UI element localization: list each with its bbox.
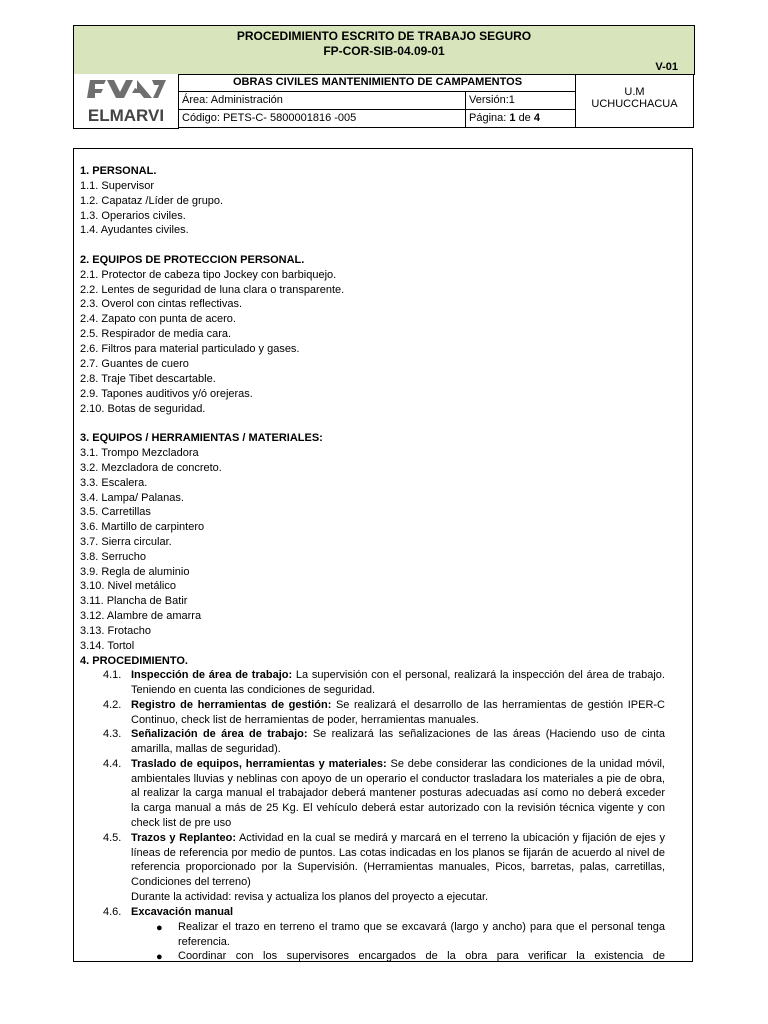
area-value: Área: Administración [179, 92, 466, 109]
step-label: Traslado de equipos, herramientas y materiales: [131, 758, 387, 770]
version-value: Versión:1 [469, 94, 515, 106]
logo-wordmark: ELMARVI [87, 106, 165, 125]
list-item: 2.3. Overol con cintas reflectivas. [80, 298, 243, 310]
list-item: 2.5. Respirador de media cara. [80, 328, 232, 340]
list-item: 1.2. Capataz /Líder de grupo. [80, 195, 224, 207]
list-item: 3.13. Frotacho [80, 625, 151, 637]
list-item: 3.1. Trompo Mezcladora [80, 447, 199, 459]
list-item: 3.5. Carretillas [80, 506, 151, 518]
step-4-3 [131, 727, 665, 756]
list-item: 3.6. Martillo de carpintero [80, 521, 205, 533]
list-item: 1.1. Supervisor [80, 180, 154, 192]
document-body [73, 148, 693, 962]
list-item: 3.10. Nivel metálico [80, 580, 176, 592]
bullet-icon: ● [156, 951, 163, 962]
list-item: 3.2. Mezcladora de concreto. [80, 462, 222, 474]
step-4-4 [131, 757, 665, 831]
step-text: La supervisión con el personal, realizará la inspección del área de trabajo. Teniendo en cuenta las condiciones de seguridad. [131, 669, 665, 696]
list-item: 3.4. Lampa/ Palanas. [80, 492, 184, 504]
list-item: 3.11. Plancha de Batir [80, 595, 188, 607]
header-title: PROCEDIMIENTO ESCRITO DE TRABAJO SEGURO [236, 29, 532, 43]
list-item: 2.1. Protector de cabeza tipo Jockey con barbiquejo. [80, 269, 337, 281]
elmarvi-logo-icon [74, 74, 179, 128]
header-title-bar [73, 25, 695, 75]
section-2-title: 2. EQUIPOS DE PROTECCION PERSONAL. [80, 254, 305, 266]
step-number: 4.2. [103, 699, 122, 711]
step-text: Actividad en la cual se medirá y marcará en el terreno la ubicación y fijación de ejes y líneas de referencia por medio de puntos. Las cotas indicadas en los planos se fijarán de acuerdo al nivel de referencia proporcionado por la Supervisión. (Herramientas manuales, Picos, barretas, palas, carretillas, Condiciones del terreno) [131, 832, 665, 889]
step-label: Señalización de área de trabajo: [131, 728, 308, 740]
list-item: 2.6. Filtros para material particulado y gases. [80, 343, 300, 355]
page-indicator [466, 110, 576, 127]
page-label: Página: [469, 112, 507, 124]
page-number: 1 [509, 112, 516, 124]
list-item: 1.3. Operarios civiles. [80, 210, 186, 222]
page-total: 4 [533, 112, 540, 124]
code-value: Código: PETS-C- 5800001816 -005 [179, 110, 466, 127]
header-doc-code: FP-COR-SIB-04.09-01 [323, 44, 445, 58]
step-number: 4.1. [103, 669, 122, 681]
um-name: UCHUCCHACUA [591, 98, 678, 110]
section-4-title: 4. PROCEDIMIENTO. [80, 655, 188, 667]
company-logo [73, 74, 179, 129]
step-4-6-label: Excavación manual [131, 906, 234, 918]
list-item: 2.2. Lentes de seguridad de luna clara o transparente. [80, 284, 345, 296]
subject-title: OBRAS CIVILES MANTENIMIENTO DE CAMPAMENTOS [232, 76, 523, 88]
header-info-table [178, 74, 576, 128]
step-text: Se debe considerar las condiciones de la unidad móvil, ambientales lluvias y neblinas con apoyo de un operario el conductor trasladara los materiales a pie de obra, al realizar la carga manual el trabajador deberá mantener posturas adecuadas así como no deberá exceder la carga manual a más de 25 Kg. El vehículo deberá estar autorizado con la revisión técnica vigente y con check list de pre uso [131, 758, 665, 829]
bullet-icon: ● [156, 922, 163, 934]
list-item: 3.9. Regla de aluminio [80, 566, 190, 578]
document-header [73, 25, 695, 130]
step-4-6-bullet-2: Coordinar con los supervisores encargados de la obra para verificar la existencia de [178, 950, 665, 962]
header-version-code: V-01 [655, 61, 678, 73]
section-3-title: 3. EQUIPOS / HERRAMIENTAS / MATERIALES: [80, 432, 323, 444]
step-4-5 [131, 831, 665, 890]
list-item: 3.7. Sierra circular. [80, 536, 172, 548]
step-number: 4.4. [103, 758, 122, 770]
step-4-5-note: Durante la actividad: revisa y actualiza los planos del proyecto a ejecutar. [131, 891, 489, 903]
step-text: Se realizará el desarrollo de las herramientas de gestión IPER-C Continuo, check list de herramientas de poder, herramientas manuales. [131, 699, 665, 726]
list-item: 2.9. Tapones auditivos y/ó orejeras. [80, 388, 253, 400]
list-item: 2.4. Zapato con punta de acero. [80, 313, 236, 325]
step-number: 4.3. [103, 728, 122, 740]
list-item: 2.10. Botas de seguridad. [80, 403, 206, 415]
subject-row [179, 74, 576, 92]
section-1-title: 1. PERSONAL. [80, 165, 157, 177]
list-item: 3.14. Tortol [80, 640, 135, 652]
code-row [179, 110, 576, 128]
step-text: Se realizará las señalizaciones de las áreas (Haciendo uso de cinta amarilla, mallas de seguridad). [131, 728, 665, 755]
list-item: 2.8. Traje Tibet descartable. [80, 373, 216, 385]
list-item: 3.8. Serrucho [80, 551, 147, 563]
um-label: U.M [624, 86, 645, 98]
list-item: 3.12. Alambre de amarra [80, 610, 202, 622]
step-label: Trazos y Replanteo: [131, 832, 236, 844]
step-number: 4.5. [103, 832, 122, 844]
step-number: 4.6. [103, 906, 122, 918]
page-of: de [518, 112, 531, 124]
area-row [179, 92, 576, 110]
step-label: Registro de herramientas de gestión: [131, 699, 332, 711]
step-4-2 [131, 698, 665, 727]
mining-unit-cell [575, 74, 694, 128]
step-4-1 [131, 668, 665, 697]
list-item: 1.4. Ayudantes civiles. [80, 224, 189, 236]
step-4-6-bullet-1: Realizar el trazo en terreno el tramo que se excavará (largo y ancho) para que el personal tenga referencia. [178, 921, 665, 948]
list-item: 2.7. Guantes de cuero [80, 358, 189, 370]
list-item: 3.3. Escalera. [80, 477, 148, 489]
step-label: Inspección de área de trabajo: [131, 669, 293, 681]
